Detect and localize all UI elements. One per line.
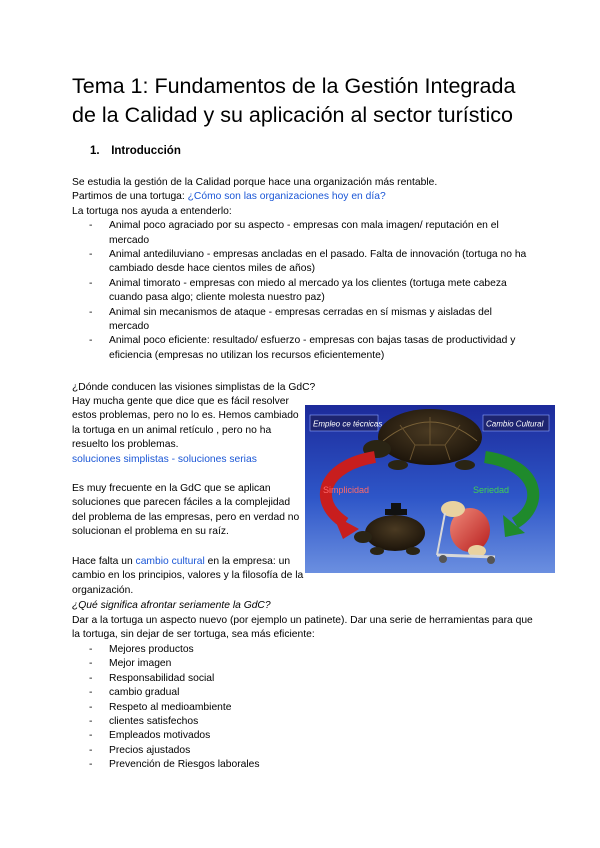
section-title: Introducción [111,145,181,157]
list-item: - Mejor imagen [72,657,372,671]
list-item: - Prevención de Riesgos laborales [72,758,372,772]
label-left-text: Empleo ce técnicas [313,419,383,429]
section-number: 1. [90,145,100,157]
list-item: - Empleados motivados [72,729,372,743]
intro-line-1: Se estudia la gestión de la Calidad porque hace una organización más rentable. [72,177,438,188]
section-heading [90,145,181,157]
para-simplistic-text: Hay mucha gente que dice que es fácil resolver estos problemas, pero no lo es. Hemos cambiado la tortuga en un animal retículo , pero no ha resuelto los problemas. [72,396,299,451]
turtle-illustration-svg [305,405,555,573]
para-cultural-prefix: Hace falta un [72,556,136,567]
label-right [483,415,549,431]
list-item: - Respeto al medioambiente [72,701,372,715]
list-item: - Animal antediluviano - empresas ancladas en el pasado. Falta de innovación (tortuga no ha cambiado desde hace cientos miles de años) [72,248,527,277]
para-frequent: Es muy frecuente en la GdC que se aplican soluciones que parecen fáciles a la complejidad del problema de las empresas, pero en verdad no solucionan el problema en su raíz. [72,483,300,538]
list-item: - Animal poco eficiente: resultado/ esfuerzo - empresas con bajas tasas de productividad y eficiencia (empresas no utilizan los recursos eficientemente) [72,334,527,363]
tools-list [72,643,372,773]
para-cultural [72,555,304,598]
arrow-left-label: Simplicidad [323,485,370,495]
list-item: - Mejores productos [72,643,372,657]
intro-line-3: La tortuga nos ayuda a entenderlo: [72,205,232,217]
question-link[interactable]: ¿Cómo son las organizaciones hoy en día? [187,191,386,203]
solutions-link[interactable]: soluciones simplistas - soluciones serias [72,453,257,465]
arrow-right-label: Seriedad [473,485,510,495]
list-item: - Animal sin mecanismos de ataque - empresas cerradas en sí mismas y aisladas del mercado [72,306,527,335]
intro-line-2 [72,190,542,204]
label-right-text: Cambio Cultural [486,419,544,429]
list-item: - Responsabilidad social [72,672,372,686]
turtle-traits-list [72,219,527,363]
list-item: - Precios ajustados [72,744,372,758]
intro-line-2-text: Partimos de una tortuga: [72,191,188,203]
list-item: - Animal timorato - empresas con miedo al mercado ya los clientes (tortuga mete cabeza cuando pasa algo; cliente molesta nuestro paz) [72,277,527,306]
intro-block [72,176,542,363]
list-item: - clientes satisfechos [72,715,372,729]
list-item: - Animal poco agraciado por su aspecto - empresas con mala imagen/ reputación en el mercado [72,219,527,248]
question-1: ¿Dónde conducen las visiones simplistas de la GdC? [72,382,316,393]
cultural-change-link[interactable]: cambio cultural [135,556,205,567]
para-cultural-suffix: en la empresa: un cambio en los principios, valores y la filosofía de la organización. [72,556,304,596]
page-title: Tema 1: Fundamentos de la Gestión Integrada de la Calidad y su aplicación al sector turístico [72,74,516,127]
turtle-illustration [305,405,555,573]
list-item: - cambio gradual [72,686,372,700]
para-simplistic [72,395,304,467]
question-2: ¿Qué significa afrontar seriamente la GdC? [72,600,271,611]
label-left [310,415,382,431]
para-tools: Dar a la tortuga un aspecto nuevo (por ejemplo un patinete). Dar una serie de herramientas para que la tortuga, sin dejar de ser tortuga, sea más eficiente: [72,615,533,641]
